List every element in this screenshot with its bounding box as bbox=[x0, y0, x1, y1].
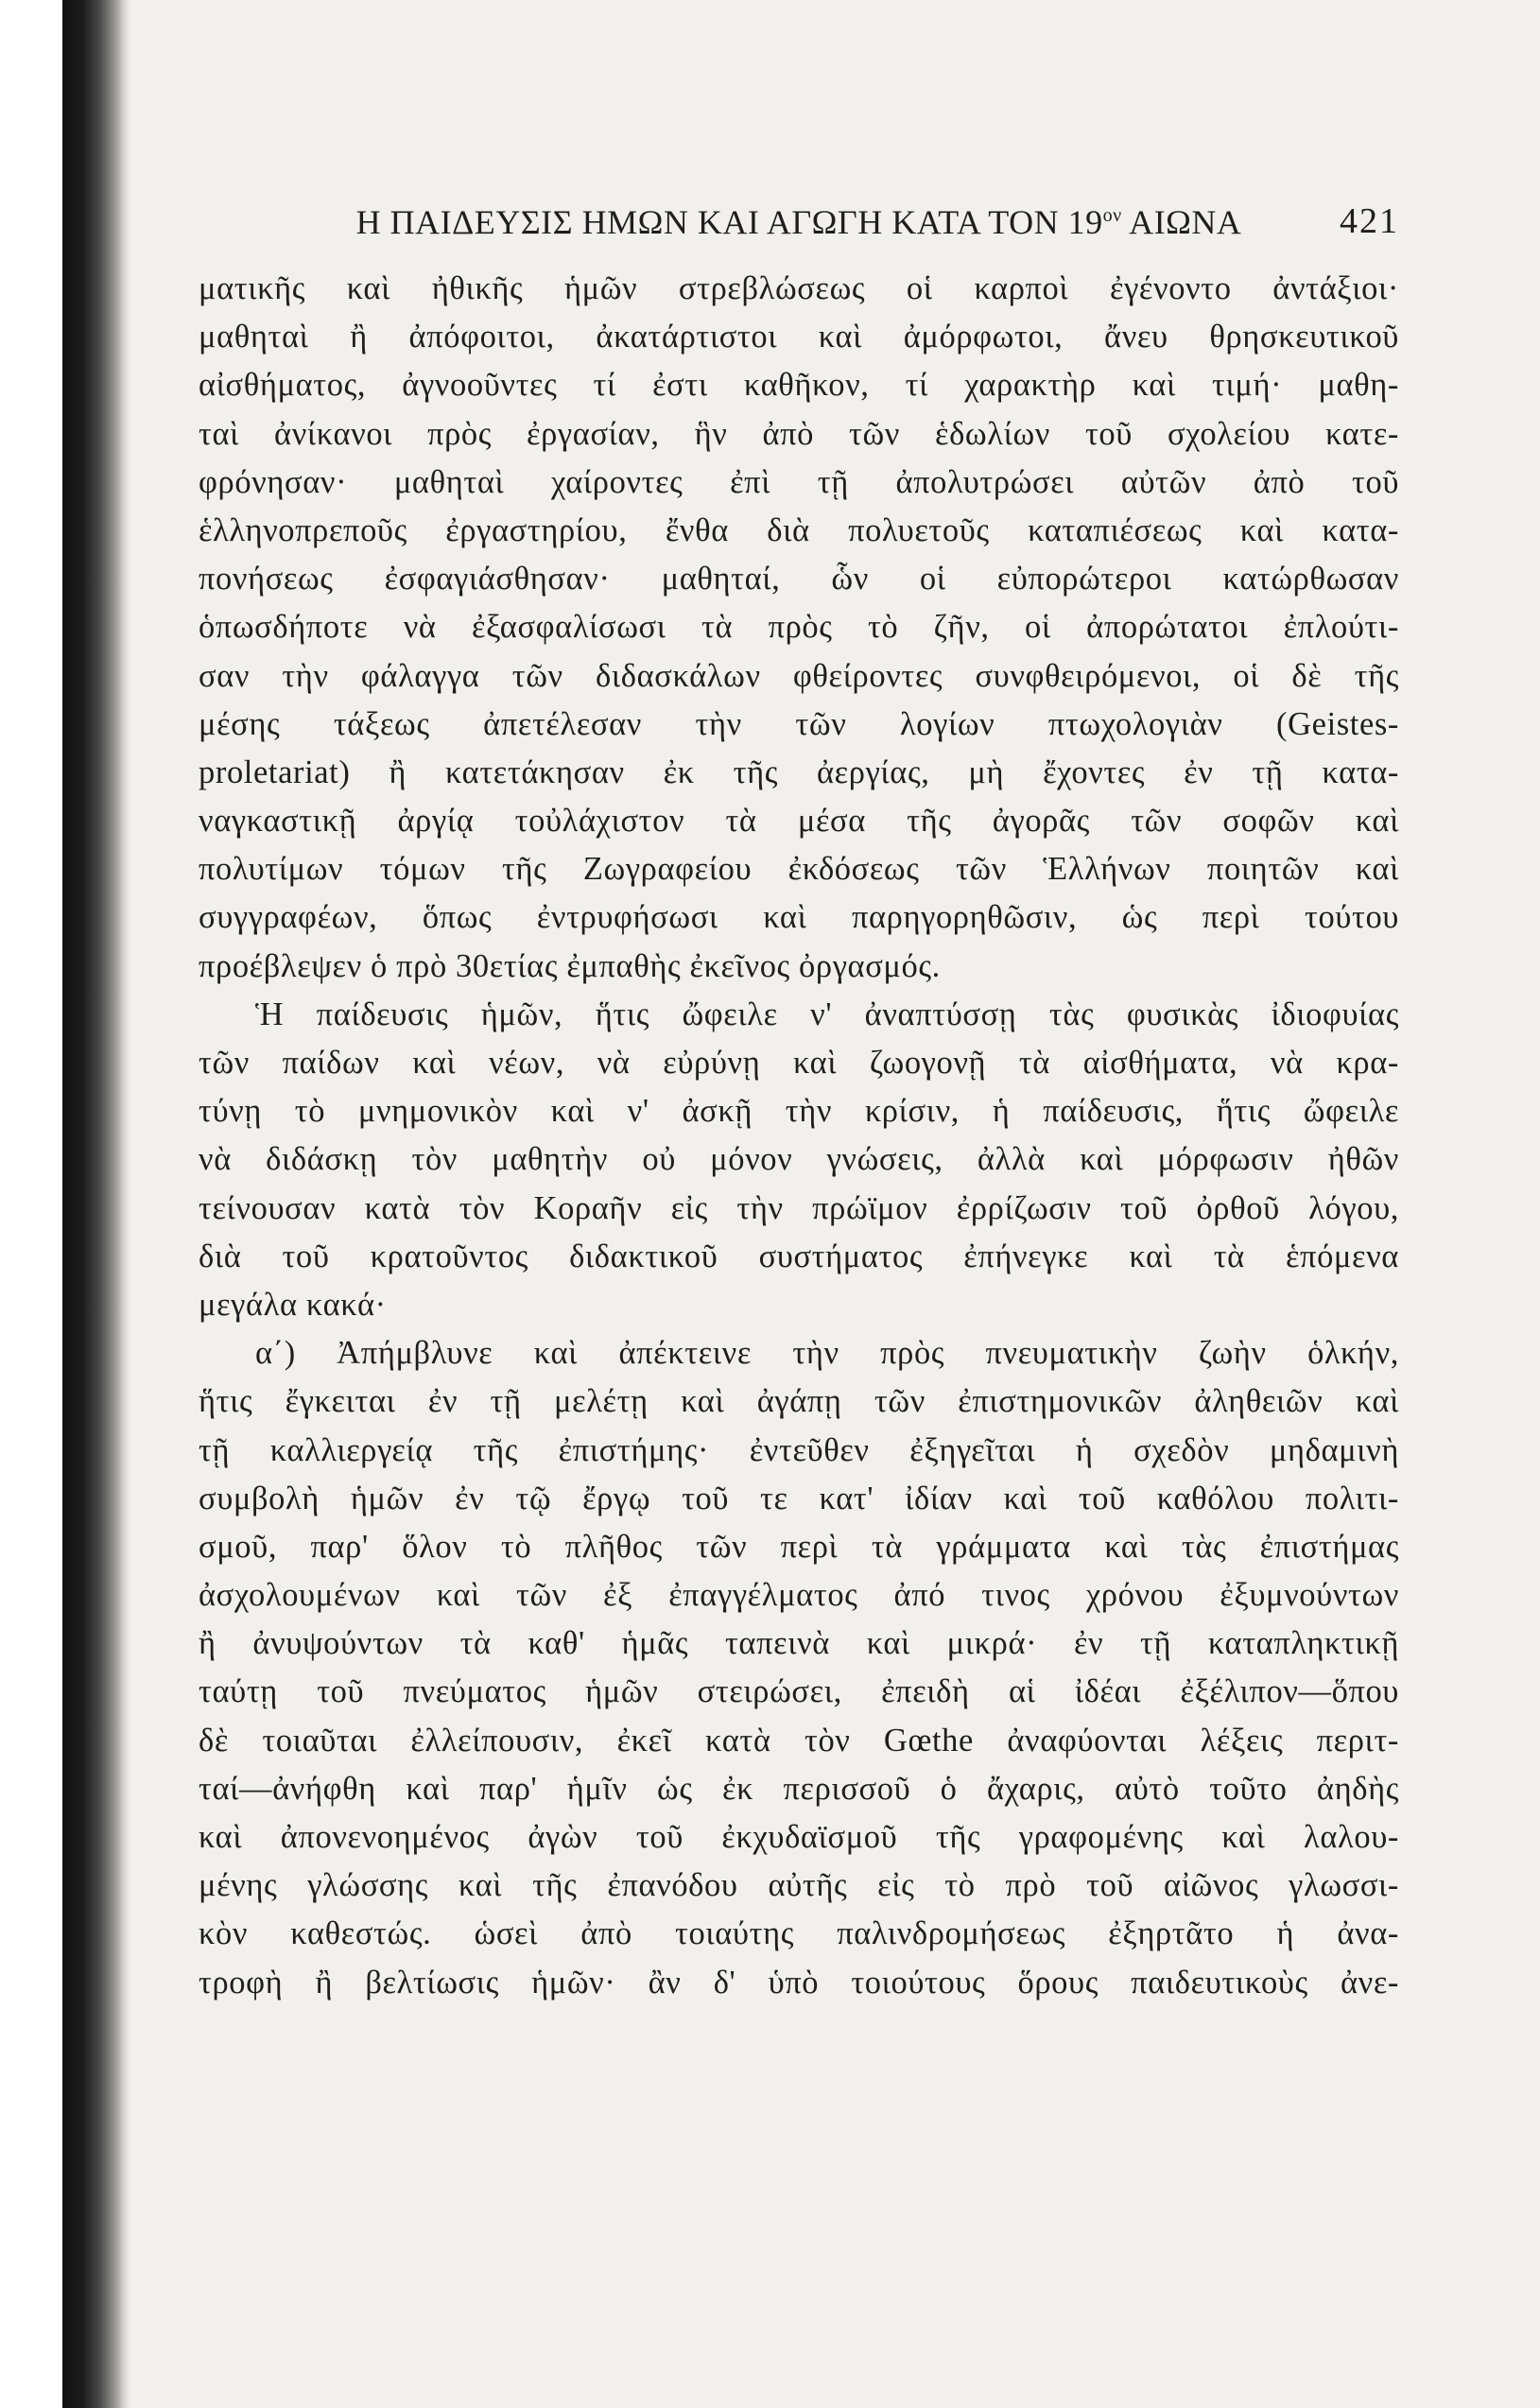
text-line: ματικῆς καὶ ἠθικῆς ἡμῶν στρεβλώσεως οἱ καρποὶ ἐγένοντο ἀντάξιοι· bbox=[199, 270, 1399, 306]
book-page bbox=[199, 180, 1399, 2335]
running-title bbox=[199, 202, 1399, 242]
paragraph-end-line: μεγάλα κακά· bbox=[199, 1286, 387, 1323]
paragraph-end-line: προέβλεψεν ὁ πρὸ 30ετίας ἐμπαθὴς ἐκεῖνος ὀργασμός. bbox=[199, 947, 941, 984]
text-line: πολυτίμων τόμων τῆς Ζωγραφείου ἐκδόσεως τῶν Ἑλλήνων ποιητῶν καὶ bbox=[199, 851, 1399, 888]
text-line: μέσης τάξεως ἀπετέλεσαν τὴν τῶν λογίων πτωχολογιὰν (Geistes- bbox=[199, 705, 1399, 742]
text-line: τύνῃ τὸ μνημονικὸν καὶ ν' ἀσκῇ τὴν κρίσιν, ἡ παίδευσις, ἥτις ὤφειλε bbox=[199, 1093, 1399, 1130]
text-line: νὰ διδάσκῃ τὸν μαθητὴν οὐ μόνον γνώσεις, ἀλλὰ καὶ μόρφωσιν ἠθῶν bbox=[199, 1141, 1399, 1178]
running-title-main: Η ΠΑΙΔΕΥΣΙΣ ΗΜΩΝ ΚΑΙ ΑΓΩΓΗ ΚΑΤΑ ΤΟΝ 19 bbox=[355, 203, 1103, 241]
page-number: 421 bbox=[1340, 201, 1399, 241]
text-line: πονήσεως ἐσφαγιάσθησαν· μαθηταί, ὧν οἱ εὐπορώτεροι κατώρθωσαν bbox=[199, 561, 1399, 598]
text-line: αἰσθήματος, ἀγνοοῦντες τί ἐστι καθῆκον, τί χαρακτὴρ καὶ τιμή· μαθη- bbox=[199, 367, 1399, 404]
text-line: σαν τὴν φάλαγγα τῶν διδασκάλων φθείροντες συνφθειρόμενοι, οἱ δὲ τῆς bbox=[199, 657, 1399, 694]
text-line: ταύτῃ τοῦ πνεύματος ἡμῶν στειρώσει, ἐπειδὴ αἱ ἰδέαι ἐξέλιπον—ὅπου bbox=[199, 1673, 1399, 1710]
text-line: ἥτις ἔγκειται ἐν τῇ μελέτῃ καὶ ἀγάπῃ τῶν ἐπιστημονικῶν ἀληθειῶν καὶ bbox=[199, 1383, 1399, 1420]
text-line: ναγκαστικῇ ἀργίᾳ τοὐλάχιστον τὰ μέσα τῆς ἀγορᾶς τῶν σοφῶν καὶ bbox=[199, 803, 1399, 840]
text-line: ταὶ ἀνίκανοι πρὸς ἐργασίαν, ἣν ἀπὸ τῶν ἑδωλίων τοῦ σχολείου κατε- bbox=[199, 415, 1399, 452]
text-line: δὲ τοιαῦται ἐλλείπουσιν, ἐκεῖ κατὰ τὸν Gœthe ἀναφύονται λέξεις περιτ- bbox=[199, 1722, 1399, 1758]
text-line: τῶν παίδων καὶ νέων, νὰ εὐρύνῃ καὶ ζωογονῇ τὰ αἰσθήματα, νὰ κρα- bbox=[199, 1045, 1399, 1081]
text-line: ἢ ἀνυψούντων τὰ καθ' ἡμᾶς ταπεινὰ καὶ μικρά· ἐν τῇ καταπληκτικῇ bbox=[199, 1625, 1399, 1662]
text-line: ὁπωσδήποτε νὰ ἐξασφαλίσωσι τὰ πρὸς τὸ ζῆν, οἱ ἀπορώτατοι ἐπλούτι- bbox=[199, 609, 1399, 646]
text-line: συγγραφέων, ὅπως ἐντρυφήσωσι καὶ παρηγορηθῶσιν, ὡς περὶ τούτου bbox=[199, 899, 1399, 936]
page-binding-margin bbox=[0, 0, 62, 2408]
text-line: μένης γλώσσης καὶ τῆς ἐπανόδου αὐτῆς εἰς τὸ πρὸ τοῦ αἰῶνος γλωσσι- bbox=[199, 1867, 1399, 1904]
running-title-end: ΑΙΩΝΑ bbox=[1121, 203, 1242, 241]
text-line: ἑλληνοπρεποῦς ἐργαστηρίου, ἔνθα διὰ πολυετοῦς καταπιέσεως καὶ κατα- bbox=[199, 511, 1399, 548]
running-head bbox=[199, 180, 1399, 246]
text-line: τῇ καλλιεργείᾳ τῆς ἐπιστήμης· ἐντεῦθεν ἐξηγεῖται ἡ σχεδὸν μηδαμινὴ bbox=[199, 1431, 1399, 1468]
text-line: καὶ ἀπονενοημένος ἀγὼν τοῦ ἐκχυδαϊσμοῦ τῆς γραφομένης καὶ λαλου- bbox=[199, 1819, 1399, 1855]
text-line: σμοῦ, παρ' ὅλον τὸ πλῆθος τῶν περὶ τὰ γράμματα καὶ τὰς ἐπιστήμας bbox=[199, 1528, 1399, 1565]
text-line: τείνουσαν κατὰ τὸν Κοραῆν εἰς τὴν πρώϊμον ἐρρίζωσιν τοῦ ὀρθοῦ λόγου, bbox=[199, 1189, 1399, 1226]
text-line: μαθηταὶ ἢ ἀπόφοιτοι, ἀκατάρτιστοι καὶ ἀμόρφωτοι, ἄνευ θρησκευτικοῦ bbox=[199, 319, 1399, 355]
body-text bbox=[199, 265, 1399, 2007]
paragraph-start-line: α΄) Ἀπήμβλυνε καὶ ἀπέκτεινε τὴν πρὸς πνευματικὴν ζωὴν ὁλκήν, bbox=[255, 1335, 1399, 1372]
text-line: proletariat) ἢ κατετάκησαν ἐκ τῆς ἀεργίας, μὴ ἔχοντες ἐν τῇ κατα- bbox=[199, 754, 1399, 790]
text-line: κὸν καθεστώς. ὡσεὶ ἀπὸ τοιαύτης παλινδρομήσεως ἐξηρτᾶτο ἡ ἀνα- bbox=[199, 1915, 1399, 1952]
running-title-superscript: ον bbox=[1102, 205, 1122, 226]
text-line: συμβολὴ ἡμῶν ἐν τῷ ἔργῳ τοῦ τε κατ' ἰδίαν καὶ τοῦ καθόλου πολιτι- bbox=[199, 1480, 1399, 1516]
paragraph-start-line: Ἡ παίδευσις ἡμῶν, ἥτις ὤφειλε ν' ἀναπτύσσῃ τὰς φυσικὰς ἰδιοφυίας bbox=[255, 996, 1399, 1032]
text-line: ἀσχολουμένων καὶ τῶν ἐξ ἐπαγγέλματος ἀπό τινος χρόνου ἐξυμνούντων bbox=[199, 1577, 1399, 1614]
binding-shadow bbox=[62, 0, 130, 2408]
text-line: διὰ τοῦ κρατοῦντος διδακτικοῦ συστήματος ἐπήνεγκε καὶ τὰ ἑπόμενα bbox=[199, 1238, 1399, 1274]
text-line: ταί—ἀνήφθη καὶ παρ' ἡμῖν ὡς ἐκ περισσοῦ ὁ ἄχαρις, αὐτὸ τοῦτο ἀηδὴς bbox=[199, 1770, 1399, 1807]
text-line: φρόνησαν· μαθηταὶ χαίροντες ἐπὶ τῇ ἀπολυτρώσει αὐτῶν ἀπὸ τοῦ bbox=[199, 463, 1399, 500]
text-line: τροφὴ ἢ βελτίωσις ἡμῶν· ἂν δ' ὑπὸ τοιούτους ὅρους παιδευτικοὺς ἀνε- bbox=[199, 1964, 1399, 2001]
